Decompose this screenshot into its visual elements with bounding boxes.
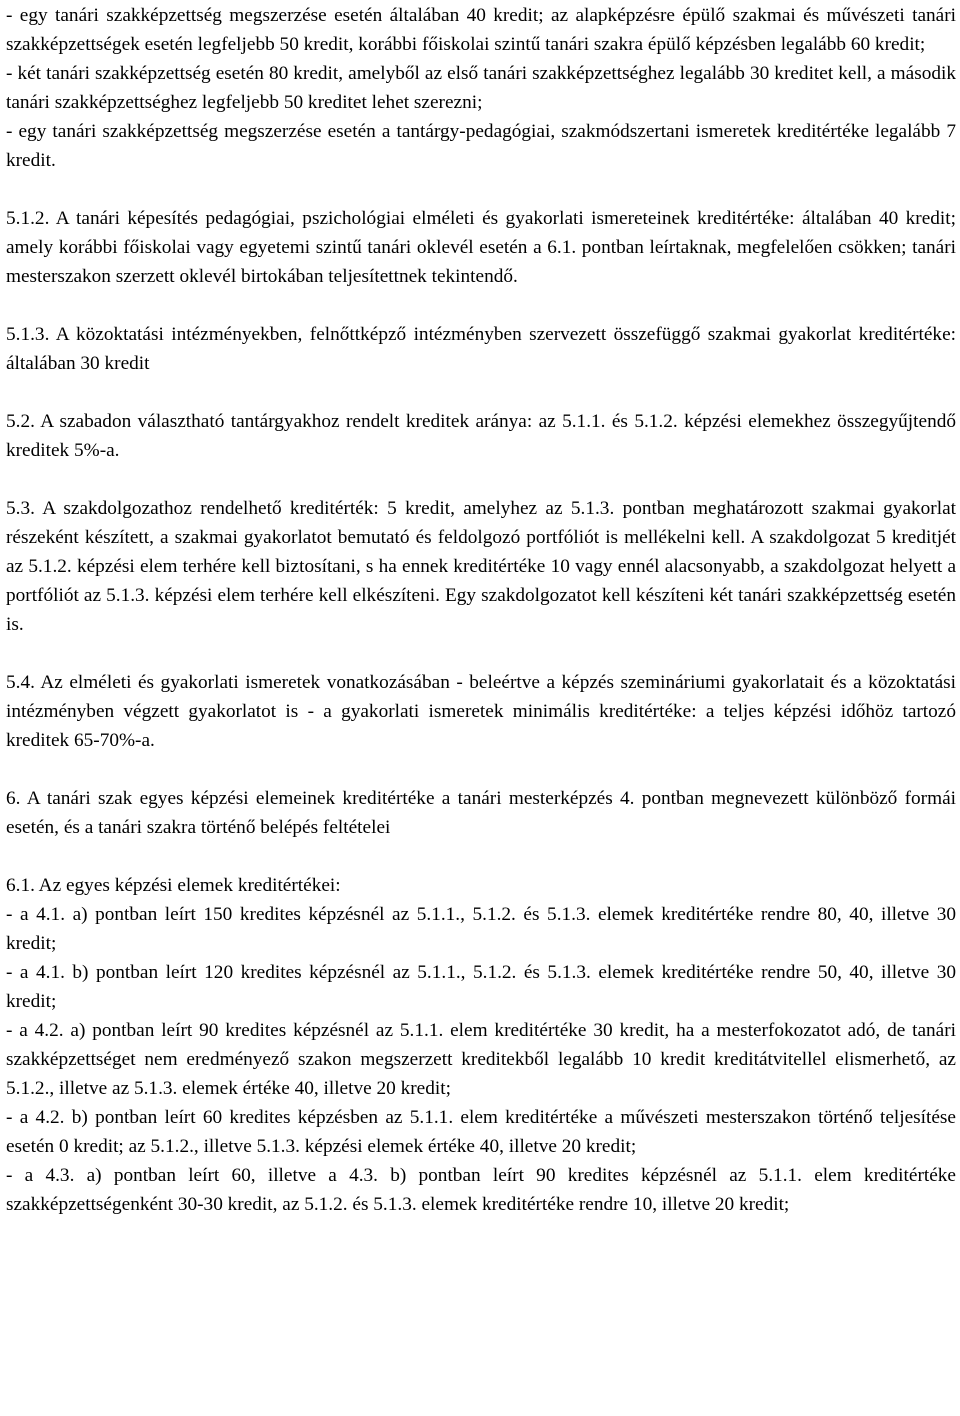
list-item: - a 4.2. b) pontban leírt 60 kredites képzésben az 5.1.1. elem kreditértéke a művészeti mesterszakon történő teljesítése esetén 0 kredit; az 5.1.2., illetve 5.1.3. képzési elemek értéke 40, illetve 20 kredit; [6,1107,956,1157]
text-line: 5.4. Az elméleti és gyakorlati ismeretek vonatkozásában - beleértve a képzés szemináriumi gyakorlatait és a közoktatási intézményben végzett gyakorlatot is - a gyakorlati ismeretek minimális kreditértéke: a teljes képzési időhöz tartozó kreditek 65-70%-a. [6,672,956,751]
text-line: 5.3. A szakdolgozathoz rendelhető kreditérték: 5 kredit, amelyhez az 5.1.3. pontban meghatározott szakmai gyakorlat részeként készített, a szakmai gyakorlatot bemutató és feldolgozó portfóliót is mellékelni kell. A szakdolgozat 5 kreditjét az 5.1.2. képzési elem terhére kell biztosítani, s ha ennek kreditértéke 10 vagy ennél alacsonyabb, a szakdolgozat helyett a portfóliót az 5.1.3. képzési elem terhére kell elkészíteni. Egy szakdolgozatot kell készíteni két tanári szakképzettség esetén is. [6,498,956,635]
list-item: - a 4.2. a) pontban leírt 90 kredites képzésnél az 5.1.1. elem kreditértéke 30 kredit, ha a mesterfokozatot adó, de tanári szakképzettséget nem eredményező szakon megszerzett kreditekből legalább 10 kredit kreditátvitellel elismerhető, az 5.1.2., illetve az 5.1.3. elemek értéke 40, illetve 20 kredit; [6,1020,956,1099]
text-line: - két tanári szakképzettség esetén 80 kredit, amelyből az első tanári szakképzettséghez legalább 30 kreditet kell, a második tanári szakképzettséghez legfeljebb 50 kreditet lehet szerezni; [6,63,956,113]
list-item: - a 4.1. a) pontban leírt 150 kredites képzésnél az 5.1.1., 5.1.2. és 5.1.3. elemek kreditértéke rendre 80, 40, illetve 30 kredit; [6,904,956,954]
text-line: 5.1.3. A közoktatási intézményekben, felnőttképző intézményben szervezett összefüggő szakmai gyakorlat kreditértéke: általában 30 kredit [6,324,956,374]
list-item: - a 4.1. b) pontban leírt 120 kredites képzésnél az 5.1.1., 5.1.2. és 5.1.3. elemek kreditértéke rendre 50, 40, illetve 30 kredit; [6,962,956,1012]
list-item: - a 4.3. a) pontban leírt 60, illetve a 4.3. b) pontban leírt 90 kredites képzésnél az 5.1.1. elem kreditértéke szakképzettségenként 30-30 kredit, az 5.1.2. és 5.1.3. elemek kreditértéke rendre 10, illetve 20 kredit; [6,1165,956,1215]
text-line: 5.2. A szabadon választható tantárgyakhoz rendelt kreditek aránya: az 5.1.1. és 5.1.2. képzési elemekhez összegyűjtendő kreditek 5%-a. [6,411,956,461]
paragraph-5-1-2 [6,204,956,291]
paragraph-credit-rules [6,1,956,175]
paragraph-6-1 [6,871,956,1219]
subsection-heading: 6.1. Az egyes képzési elemek kreditértékei: [6,875,341,896]
paragraph-5-1-3 [6,320,956,378]
section-heading: 6. A tanári szak egyes képzési elemeinek kreditértéke a tanári mesterképzés 4. pontban megnevezett különböző formái esetén, és a tanári szakra történő belépés feltételei [6,788,956,838]
paragraph-5-4 [6,668,956,755]
paragraph-5-3 [6,494,956,639]
text-line: - egy tanári szakképzettség megszerzése esetén a tantárgy-pedagógiai, szakmódszertani ismeretek kreditértéke legalább 7 kredit. [6,121,956,171]
text-line: - egy tanári szakképzettség megszerzése esetén általában 40 kredit; az alapképzésre épülő szakmai és művészeti tanári szakképzettségek esetén legfeljebb 50 kredit, korábbi főiskolai szintű tanári szakra épülő képzésben legalább 60 kredit; [6,5,956,55]
paragraph-6-heading [6,784,956,842]
paragraph-5-2 [6,407,956,465]
text-line: 5.1.2. A tanári képesítés pedagógiai, pszichológiai elméleti és gyakorlati ismereteinek kreditértéke: általában 40 kredit; amely korábbi főiskolai vagy egyetemi szintű tanári oklevél esetén a 6.1. pontban leírtaknak, megfelelően csökken; tanári mesterszakon szerzett oklevél birtokában teljesítettnek tekintendő. [6,208,956,287]
